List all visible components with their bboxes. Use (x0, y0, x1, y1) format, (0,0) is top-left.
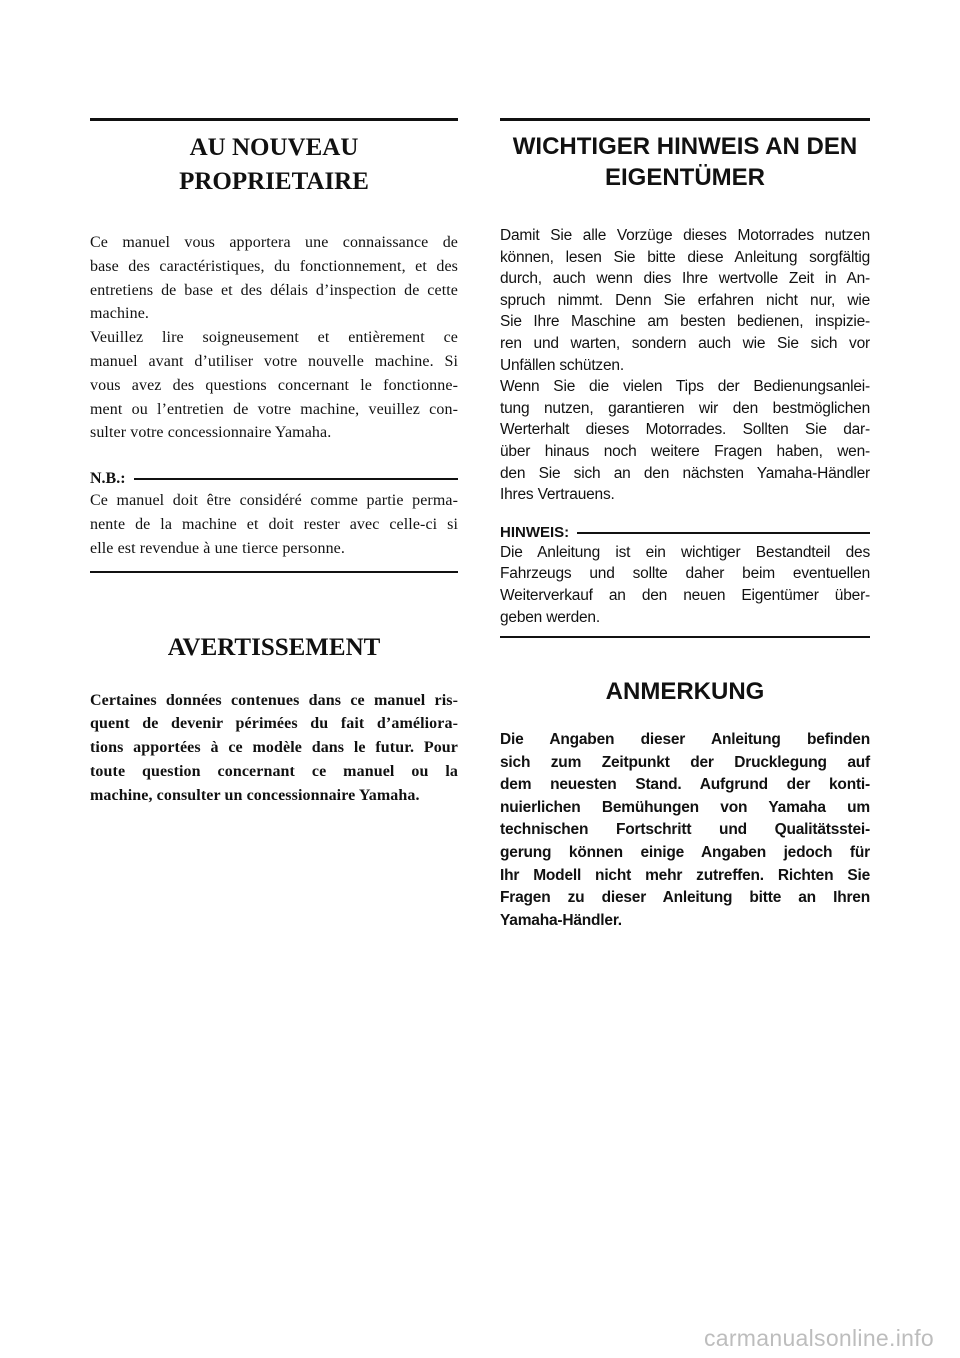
text-line: Sie Ihre Maschine am besten bedienen, inspizie- (500, 313, 870, 331)
note-rule (134, 478, 458, 480)
text-line: den Sie sich an den nächsten Yamaha-Händler (500, 464, 870, 482)
text-line: Unfällen schützen. (500, 356, 624, 374)
text-line: Certaines données contenues dans ce manuel ris- (90, 691, 458, 709)
text-line: Ce manuel doit être considéré comme partie perma- (90, 492, 458, 510)
text-line: machine, consulter un concessionnaire Yamaha. (90, 786, 420, 804)
fr-title (90, 131, 458, 199)
de-note-label: HINWEIS: (500, 523, 570, 541)
text-line: machine. (90, 305, 149, 323)
text-line: tions apportées à ce modèle dans le futur. Pour (90, 739, 458, 757)
fr-warning-paragraph (90, 689, 458, 808)
note-rule (577, 532, 870, 534)
text-line: geben werden. (500, 608, 600, 626)
text-line: ment ou l’entretien de votre machine, veuillez con- (90, 400, 458, 418)
text-line: Veuillez lire soigneusement et entièrement ce (90, 329, 458, 347)
text-line: spruch nimmt. Denn Sie erfahren nicht nur, wie (500, 291, 870, 309)
text-line: Die Anleitung ist ein wichtiger Bestandteil des (500, 543, 870, 561)
text-line: Wenn Sie die vielen Tips der Bedienungsanlei- (500, 378, 870, 396)
text-line: Werterhalt dieses Motorrades. Sollten Sie dar- (500, 421, 870, 439)
text-line: technischen Fortschritt und Qualitätsstei- (500, 821, 870, 839)
text-line: vous avez des questions concernant le fonctionne- (90, 376, 458, 394)
fr-note-paragraph (90, 489, 458, 560)
top-rule (500, 118, 870, 121)
text-line: Ce manuel vous apportera une connaissance de (90, 234, 458, 251)
de-warning-paragraph (500, 729, 870, 932)
text-line: quent de devenir périmées du fait d’améliora- (90, 715, 458, 733)
text-line: Damit Sie alle Vorzüge dieses Motorrades nutzen (500, 227, 870, 244)
fr-title-line: PROPRIETAIRE (179, 168, 369, 195)
text-line: nuierlichen Bemühungen von Yamaha um (500, 798, 870, 816)
text-line: Fragen zu dieser Anleitung bitte an Ihren (500, 889, 870, 907)
text-line: über hinaus noch weitere Fragen haben, wen- (500, 442, 870, 460)
text-line: dem neuesten Stand. Aufgrund der konti- (500, 776, 870, 794)
text-line: sich zum Zeitpunkt der Drucklegung auf (500, 753, 870, 771)
text-line: toute question concernant ce manuel ou la (90, 762, 458, 780)
de-note-paragraph (500, 542, 870, 628)
text-line: gerung können einige Angaben jedoch für (500, 844, 870, 862)
text-line: elle est revendue à une tierce personne. (90, 539, 345, 557)
french-column (90, 118, 458, 808)
text-line: base des caractéristiques, du fonctionnement, et des (90, 257, 458, 275)
text-line: Die Angaben dieser Anleitung befinden (500, 731, 870, 749)
fr-note-header (90, 469, 458, 489)
watermark-text: carmanualsonline.info (703, 1325, 934, 1351)
text-line: Yamaha-Händler. (500, 911, 622, 929)
text-line: manuel avant d’utiliser votre nouvelle machine. Si (90, 352, 458, 370)
text-line: Weiterverkauf an den neuen Eigentümer über- (500, 586, 870, 604)
fr-warning-title: AVERTISSEMENT (167, 633, 381, 661)
fr-title-line: AU NOUVEAU (189, 134, 359, 161)
fr-note-label: N.B.: (90, 470, 126, 488)
text-line: durch, auch wenn dies Ihre wertvolle Zeit in An- (500, 270, 870, 288)
top-rule (90, 118, 458, 121)
de-title (500, 131, 870, 193)
german-column (500, 118, 870, 932)
de-note-header (500, 524, 870, 542)
text-line: Ihr Modell nicht mehr zutreffen. Richten Sie (500, 866, 870, 884)
text-line: Ihres Vertrauens. (500, 486, 615, 504)
de-title-line: WICHTIGER HINWEIS AN DEN (512, 133, 858, 160)
text-line: ren und warten, sondern auch wie Sie sich vor (500, 334, 870, 352)
fr-intro-paragraph (90, 231, 458, 445)
text-line: nente de la machine et doit rester avec celle-ci si (90, 515, 458, 533)
de-warning-title: ANMERKUNG (605, 678, 765, 706)
text-line: Fahrzeugs und sollte daher beim eventuellen (500, 565, 870, 583)
text-line: sulter votre concessionnaire Yamaha. (90, 424, 332, 442)
de-intro-paragraph (500, 225, 870, 506)
text-line: können, lesen Sie bitte diese Anleitung sorgfältig (500, 248, 870, 266)
text-line: entretiens de base et des délais d’inspection de cette (90, 281, 458, 299)
text-line: tung nutzen, garantieren wir den bestmöglichen (500, 399, 870, 417)
de-title-line: EIGENTÜMER (604, 164, 765, 191)
